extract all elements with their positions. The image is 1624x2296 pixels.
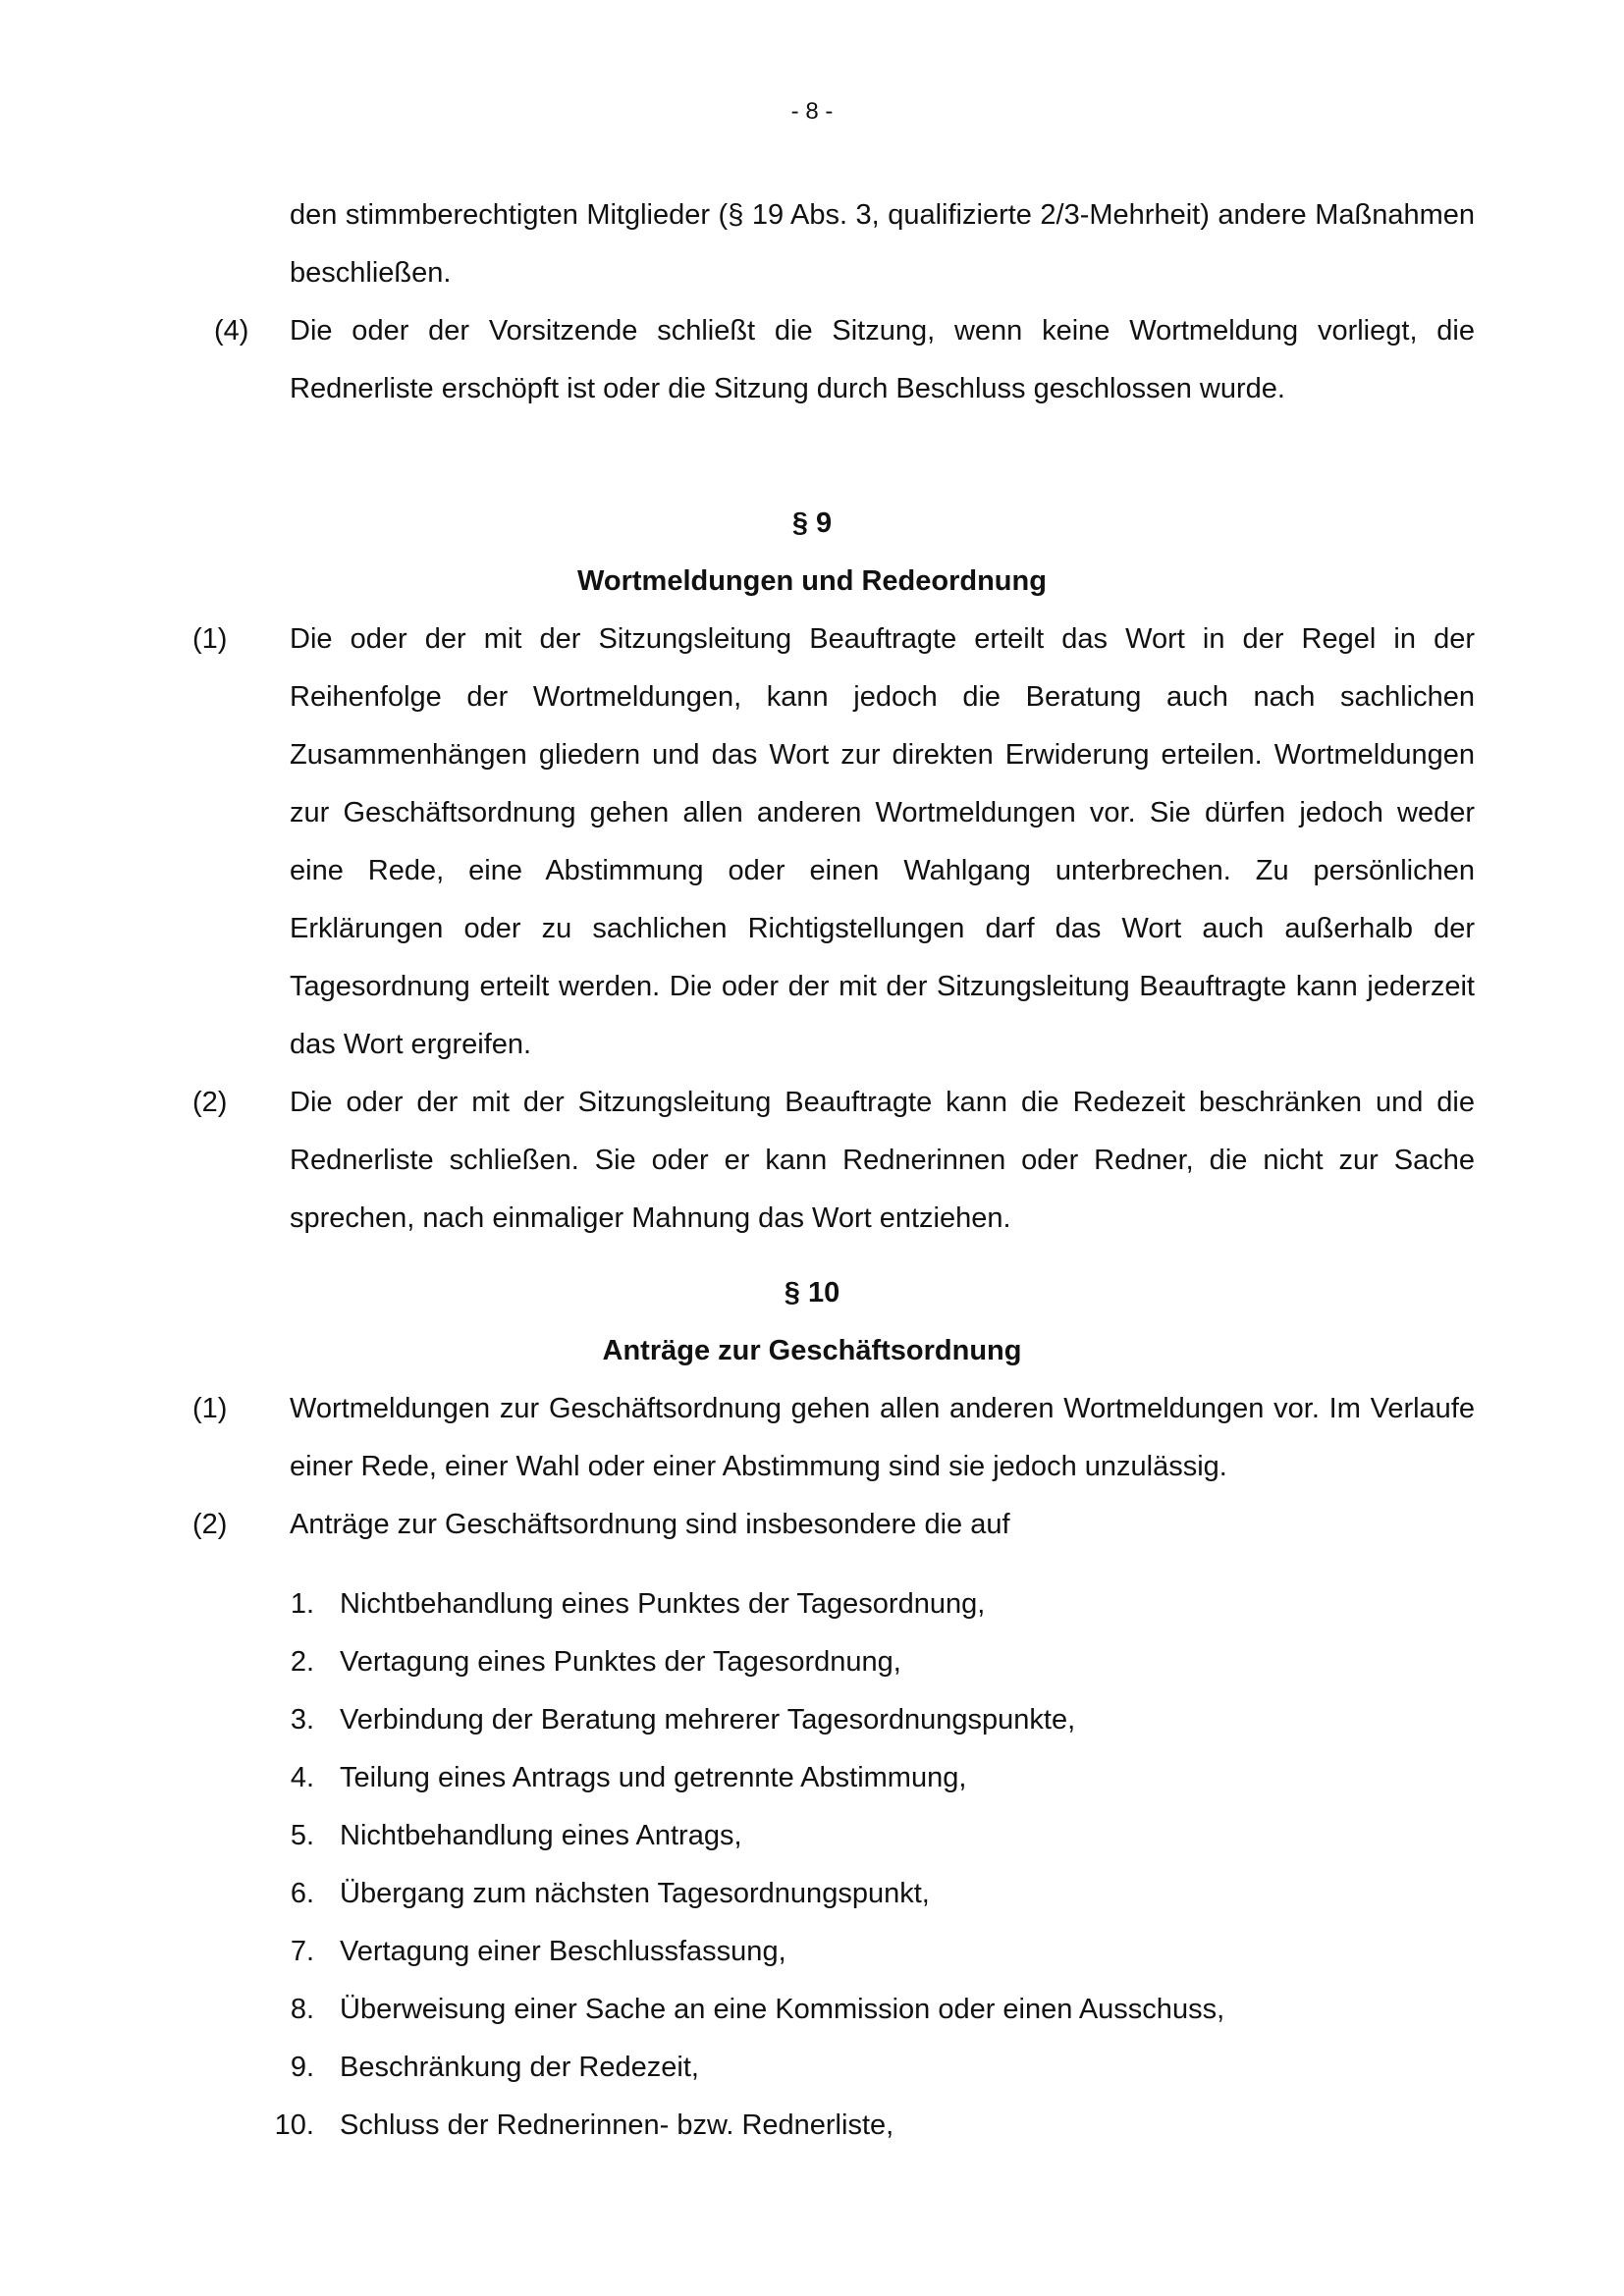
list-item-text: Schluss der Rednerinnen- bzw. Rednerliste,	[340, 2109, 894, 2141]
list-item-text: Vertagung eines Punktes der Tagesordnung,	[340, 1646, 901, 1678]
list-item-text: Teilung eines Antrags und getrennte Abstimmung,	[340, 1762, 967, 1793]
section-9-title: Wortmeldungen und Redeordnung	[577, 565, 1047, 597]
list-item	[0, 1981, 1624, 2039]
paragraph-text: Die oder der Vorsitzende schließt die Sitzung, wenn keine Wortmeldung vorliegt, die Rednerliste erschöpft ist oder die Sitzung durch Beschluss geschlossen wurde.	[290, 315, 1475, 404]
list-item-number: 1.	[290, 1588, 314, 1620]
paragraph-number: (4)	[214, 315, 249, 347]
paragraph-4	[192, 302, 1475, 418]
section-10-number: § 10	[784, 1277, 840, 1308]
paragraph-number: (1)	[192, 1393, 228, 1424]
section-10-paragraph-1	[192, 1380, 1475, 1496]
list-item-number: 6.	[290, 1878, 314, 1909]
section-9-paragraph-1	[192, 611, 1475, 1074]
list-item-text: Überweisung einer Sache an eine Kommission oder einen Ausschuss,	[340, 1994, 1225, 2025]
top-section	[192, 187, 1475, 418]
continuation-paragraph	[192, 187, 1475, 302]
section-9-body	[192, 611, 1475, 1248]
list-item	[0, 1807, 1624, 1865]
list-item-text: Verbindung der Beratung mehrerer Tagesordnungspunkte,	[340, 1704, 1076, 1735]
list-item	[0, 2097, 1624, 2155]
list-item-text: Nichtbehandlung eines Punktes der Tagesordnung,	[340, 1588, 986, 1620]
list-item-number: 5.	[290, 1820, 314, 1851]
list-item	[0, 2039, 1624, 2097]
paragraph-text: Die oder der mit der Sitzungsleitung Beauftragte erteilt das Wort in der Regel in der Reihenfolge der Wortmeldungen, kann jedoch die Beratung auch nach sachlichen Zusammenhängen gliedern und das Wort zur direkten Erwiderung erteilen. Wortmeldungen zur Geschäftsordnung gehen allen anderen Wortmeldungen vor. Sie dürfen jedoch weder eine Rede, eine Abstimmung oder einen Wahlgang unterbrechen. Zu persönlichen Erklärungen oder zu sachlichen Richtigstellungen darf das Wort auch außerhalb der Tagesordnung erteilt werden. Die oder der mit der Sitzungsleitung Beauftragte kann jederzeit das Wort ergreifen.	[290, 623, 1475, 1060]
list-item	[0, 1749, 1624, 1807]
paragraph-number: (2)	[192, 1087, 228, 1118]
paragraph-text: Anträge zur Geschäftsordnung sind insbesondere die auf	[290, 1509, 1010, 1540]
list-item-number: 8.	[290, 1994, 314, 2025]
list-item	[0, 1691, 1624, 1749]
page-number: - 8 -	[790, 98, 834, 125]
section-10-body	[192, 1380, 1475, 1554]
list-item	[0, 1575, 1624, 1633]
list-item	[0, 1923, 1624, 1981]
paragraph-number: (1)	[192, 623, 228, 655]
list-item-text: Nichtbehandlung eines Antrags,	[340, 1820, 742, 1851]
list-item-number: 7.	[290, 1936, 314, 1967]
paragraph-number: (2)	[192, 1509, 228, 1540]
list-item-text: Vertagung einer Beschlussfassung,	[340, 1936, 786, 1967]
paragraph-text: Wortmeldungen zur Geschäftsordnung gehen allen anderen Wortmeldungen vor. Im Verlaufe einer Rede, einer Wahl oder einer Abstimmung sind sie jedoch unzulässig.	[290, 1393, 1475, 1482]
motions-list	[0, 1575, 1624, 2155]
section-10-paragraph-2	[192, 1496, 1475, 1554]
list-item	[0, 1633, 1624, 1691]
section-9-number: § 9	[791, 507, 833, 539]
list-item	[0, 1865, 1624, 1923]
list-item-text: Übergang zum nächsten Tagesordnungspunkt,	[340, 1878, 930, 1909]
list-item-number: 10.	[274, 2109, 314, 2141]
list-item-number: 4.	[290, 1762, 314, 1793]
list-item-number: 2.	[290, 1646, 314, 1678]
list-item-number: 9.	[290, 2052, 314, 2083]
section-9-paragraph-2	[192, 1074, 1475, 1248]
continuation-text: den stimmberechtigten Mitglieder (§ 19 Abs. 3, qualifizierte 2/3-Mehrheit) andere Maßnahmen beschließen.	[290, 199, 1475, 289]
paragraph-text: Die oder der mit der Sitzungsleitung Beauftragte kann die Redezeit beschränken und die Rednerliste schließen. Sie oder er kann Rednerinnen oder Redner, die nicht zur Sache sprechen, nach einmaliger Mahnung das Wort entziehen.	[290, 1087, 1475, 1234]
list-item-text: Beschränkung der Redezeit,	[340, 2052, 699, 2083]
section-10-title: Anträge zur Geschäftsordnung	[602, 1335, 1022, 1366]
list-item-number: 3.	[290, 1704, 314, 1735]
